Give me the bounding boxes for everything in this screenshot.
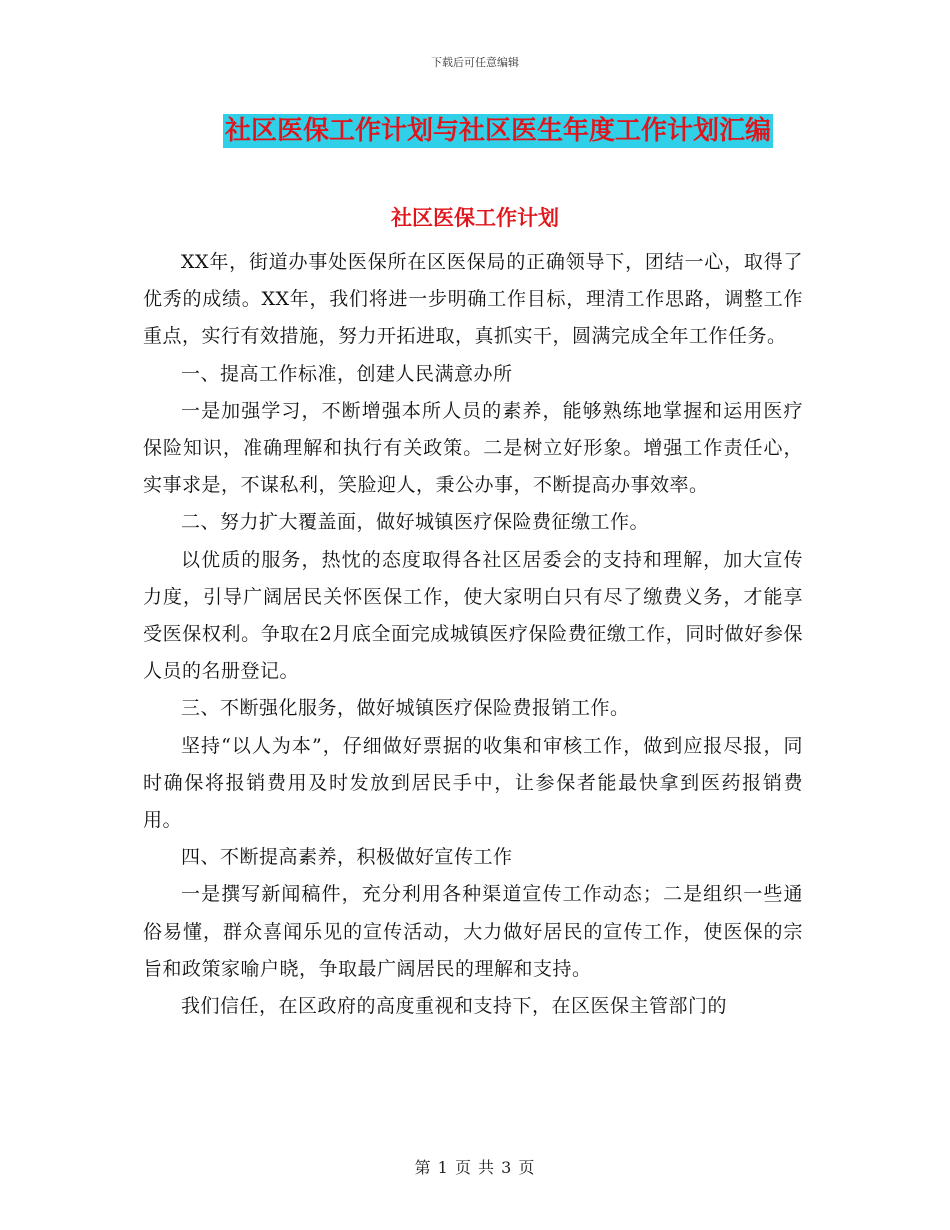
page-footer: 第 1 页 共 3 页 — [414, 1158, 536, 1177]
paragraph-four: 一是撰写新闻稿件，充分利用各种渠道宣传工作动态；二是组织一些通俗易懂，群众喜闻乐见的宣传活动，大力做好居民的宣传工作，使医保的宗旨和政策家喻户晓，争取最广阔居民的理解和支持。 — [143, 883, 803, 980]
document-body — [143, 244, 803, 1025]
heading-three: 三、不断强化服务，做好城镇医疗保险费报销工作。 — [181, 697, 630, 720]
main-title: 社区医保工作计划与社区医生年度工作计划汇编 — [224, 116, 771, 146]
paragraph-three: 坚持“以人为本”，仔细做好票据的收集和审核工作，做到应报尽报，同时确保将报销费用及时发放到居民手中，让参保者能最快拿到医药报销费用。 — [143, 734, 803, 832]
paragraph-one: 一是加强学习，不断增强本所人员的素养，能够熟练地掌握和运用医疗保险知识，准确理解和执行有关政策。二是树立好形象。增强工作责任心，实事求是，不谋私利，笑脸迎人，秉公办事，不断提高办事效率。 — [143, 399, 803, 497]
heading-two: 二、努力扩大覆盖面，做好城镇医疗保险费征缴工作。 — [181, 511, 650, 534]
main-title-container — [0, 114, 950, 148]
paragraph-closing: 我们信任，在区政府的高度重视和支持下，在区医保主管部门的 — [181, 995, 728, 1018]
heading-one: 一、提高工作标准，创建人民满意办所 — [181, 362, 513, 385]
section-title: 社区医保工作计划 — [391, 206, 559, 230]
heading-four: 四、不断提高素养，积极做好宣传工作 — [181, 846, 513, 869]
paragraph-two: 以优质的服务，热忱的态度取得各社区居委会的支持和理解，加大宣传力度，引导广阔居民关怀医保工作，使大家明白只有尽了缴费义务，才能享受医保权利。争取在2月底全面完成城镇医疗保险费征缴工作，同时做好参保人员的名册登记。 — [143, 548, 803, 683]
header-note: 下载后可任意编辑 — [431, 56, 519, 69]
paragraph-intro: XX年，街道办事处医保所在区医保局的正确领导下，团结一心，取得了优秀的成绩。XX年，我们将进一步明确工作目标，理清工作思路，调整工作重点，实行有效措施，努力开拓进取，真抓实干，圆满完成全年工作任务。 — [143, 251, 803, 348]
